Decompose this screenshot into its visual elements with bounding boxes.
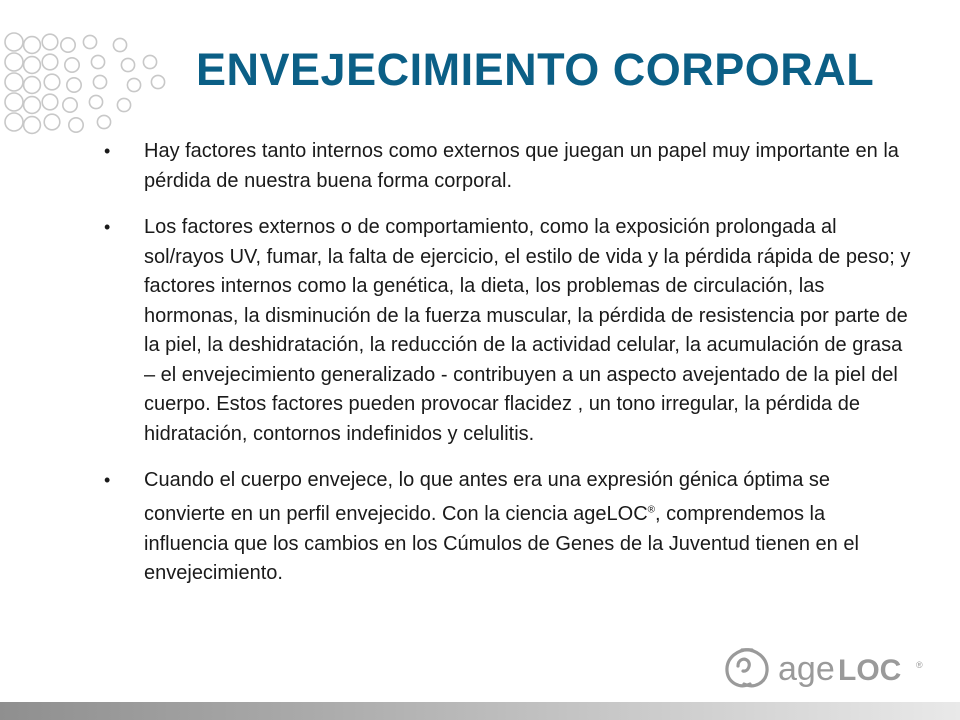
decor-circle [61,38,75,52]
decor-circle [5,73,23,91]
decor-circle [5,53,23,71]
bullet-marker: • [104,141,111,161]
decor-circle [24,97,41,114]
slide-title: ENVEJECIMIENTO CORPORAL [196,44,875,95]
decor-circle [117,98,130,111]
decor-circle [24,57,41,74]
decor-circle [63,98,77,112]
decor-circle [151,75,164,88]
decor-circle [67,78,81,92]
decor-circle [42,54,58,70]
ageloc-swirl-icon [727,650,767,686]
decor-circle [24,117,41,134]
decor-circle [69,118,83,132]
decor-circle [91,55,104,68]
decor-circle [5,93,23,111]
bullet-item [104,213,912,449]
bullet-item [104,466,912,589]
decor-circle [42,94,58,110]
ageloc-logo [718,638,930,694]
bullet-list [104,137,912,606]
decorative-circles-icon [0,30,190,140]
decor-circle [127,78,140,91]
decor-circle [5,113,23,131]
bullet-marker: • [104,470,111,490]
decor-circle [121,58,134,71]
bullet-text-part1: Cuando el cuerpo envejece, lo que antes era una expresión génica óptima se convierte en un perfil envejecido. Con la ciencia ageLOC [144,469,831,526]
bullet-item [104,137,912,196]
decor-circle [65,58,79,72]
decor-circle [83,35,96,48]
decor-circle [143,55,156,68]
logo-text-loc: LOC [838,654,902,687]
bullet-text: Los factores externos o de comportamiento, como la exposición prolongada al sol/rayos UV, fumar, la falta de ejercicio, el estilo de vida y la pérdida rápida de peso; y factores internos como la genética, la dieta, los problemas de circulación, las hormonas, la disminución de la fuerza muscular, la pérdida de resistencia por parte de la piel, la deshidratación, la reducción de la actividad celular, la acumulación de grasa – el envejecimiento generalizado - contribuyen a un aspecto avejentado de la piel del cuerpo. Estos factores pueden provocar flacidez , un tono irregular, la pérdida de hidratación, contornos indefinidos y celulitis. [144,216,911,445]
decor-circle [89,95,102,108]
registered-mark: ® [647,504,656,516]
footer-gradient-bar [0,702,960,720]
decor-circle [44,114,60,130]
decor-circle [5,33,23,51]
logo-text-age: age [778,650,835,688]
bullet-text [144,469,859,584]
bullet-marker: • [104,217,111,237]
bullet-text: Hay factores tanto internos como externos que juegan un papel muy importante en la pérdida de nuestra buena forma corporal. [144,140,899,192]
bullet-text-part2: , comprendemos la influencia que los cambios en los Cúmulos de Genes de la Juventud tienen en el envejecimiento. [144,503,859,585]
logo-registered-mark: ® [916,660,923,670]
decor-circle [42,34,58,50]
decor-circle [24,37,41,54]
decor-circle [44,74,60,90]
decor-circle [93,75,106,88]
decor-circle [24,77,41,94]
decor-circle [97,115,110,128]
decor-circle [113,38,126,51]
